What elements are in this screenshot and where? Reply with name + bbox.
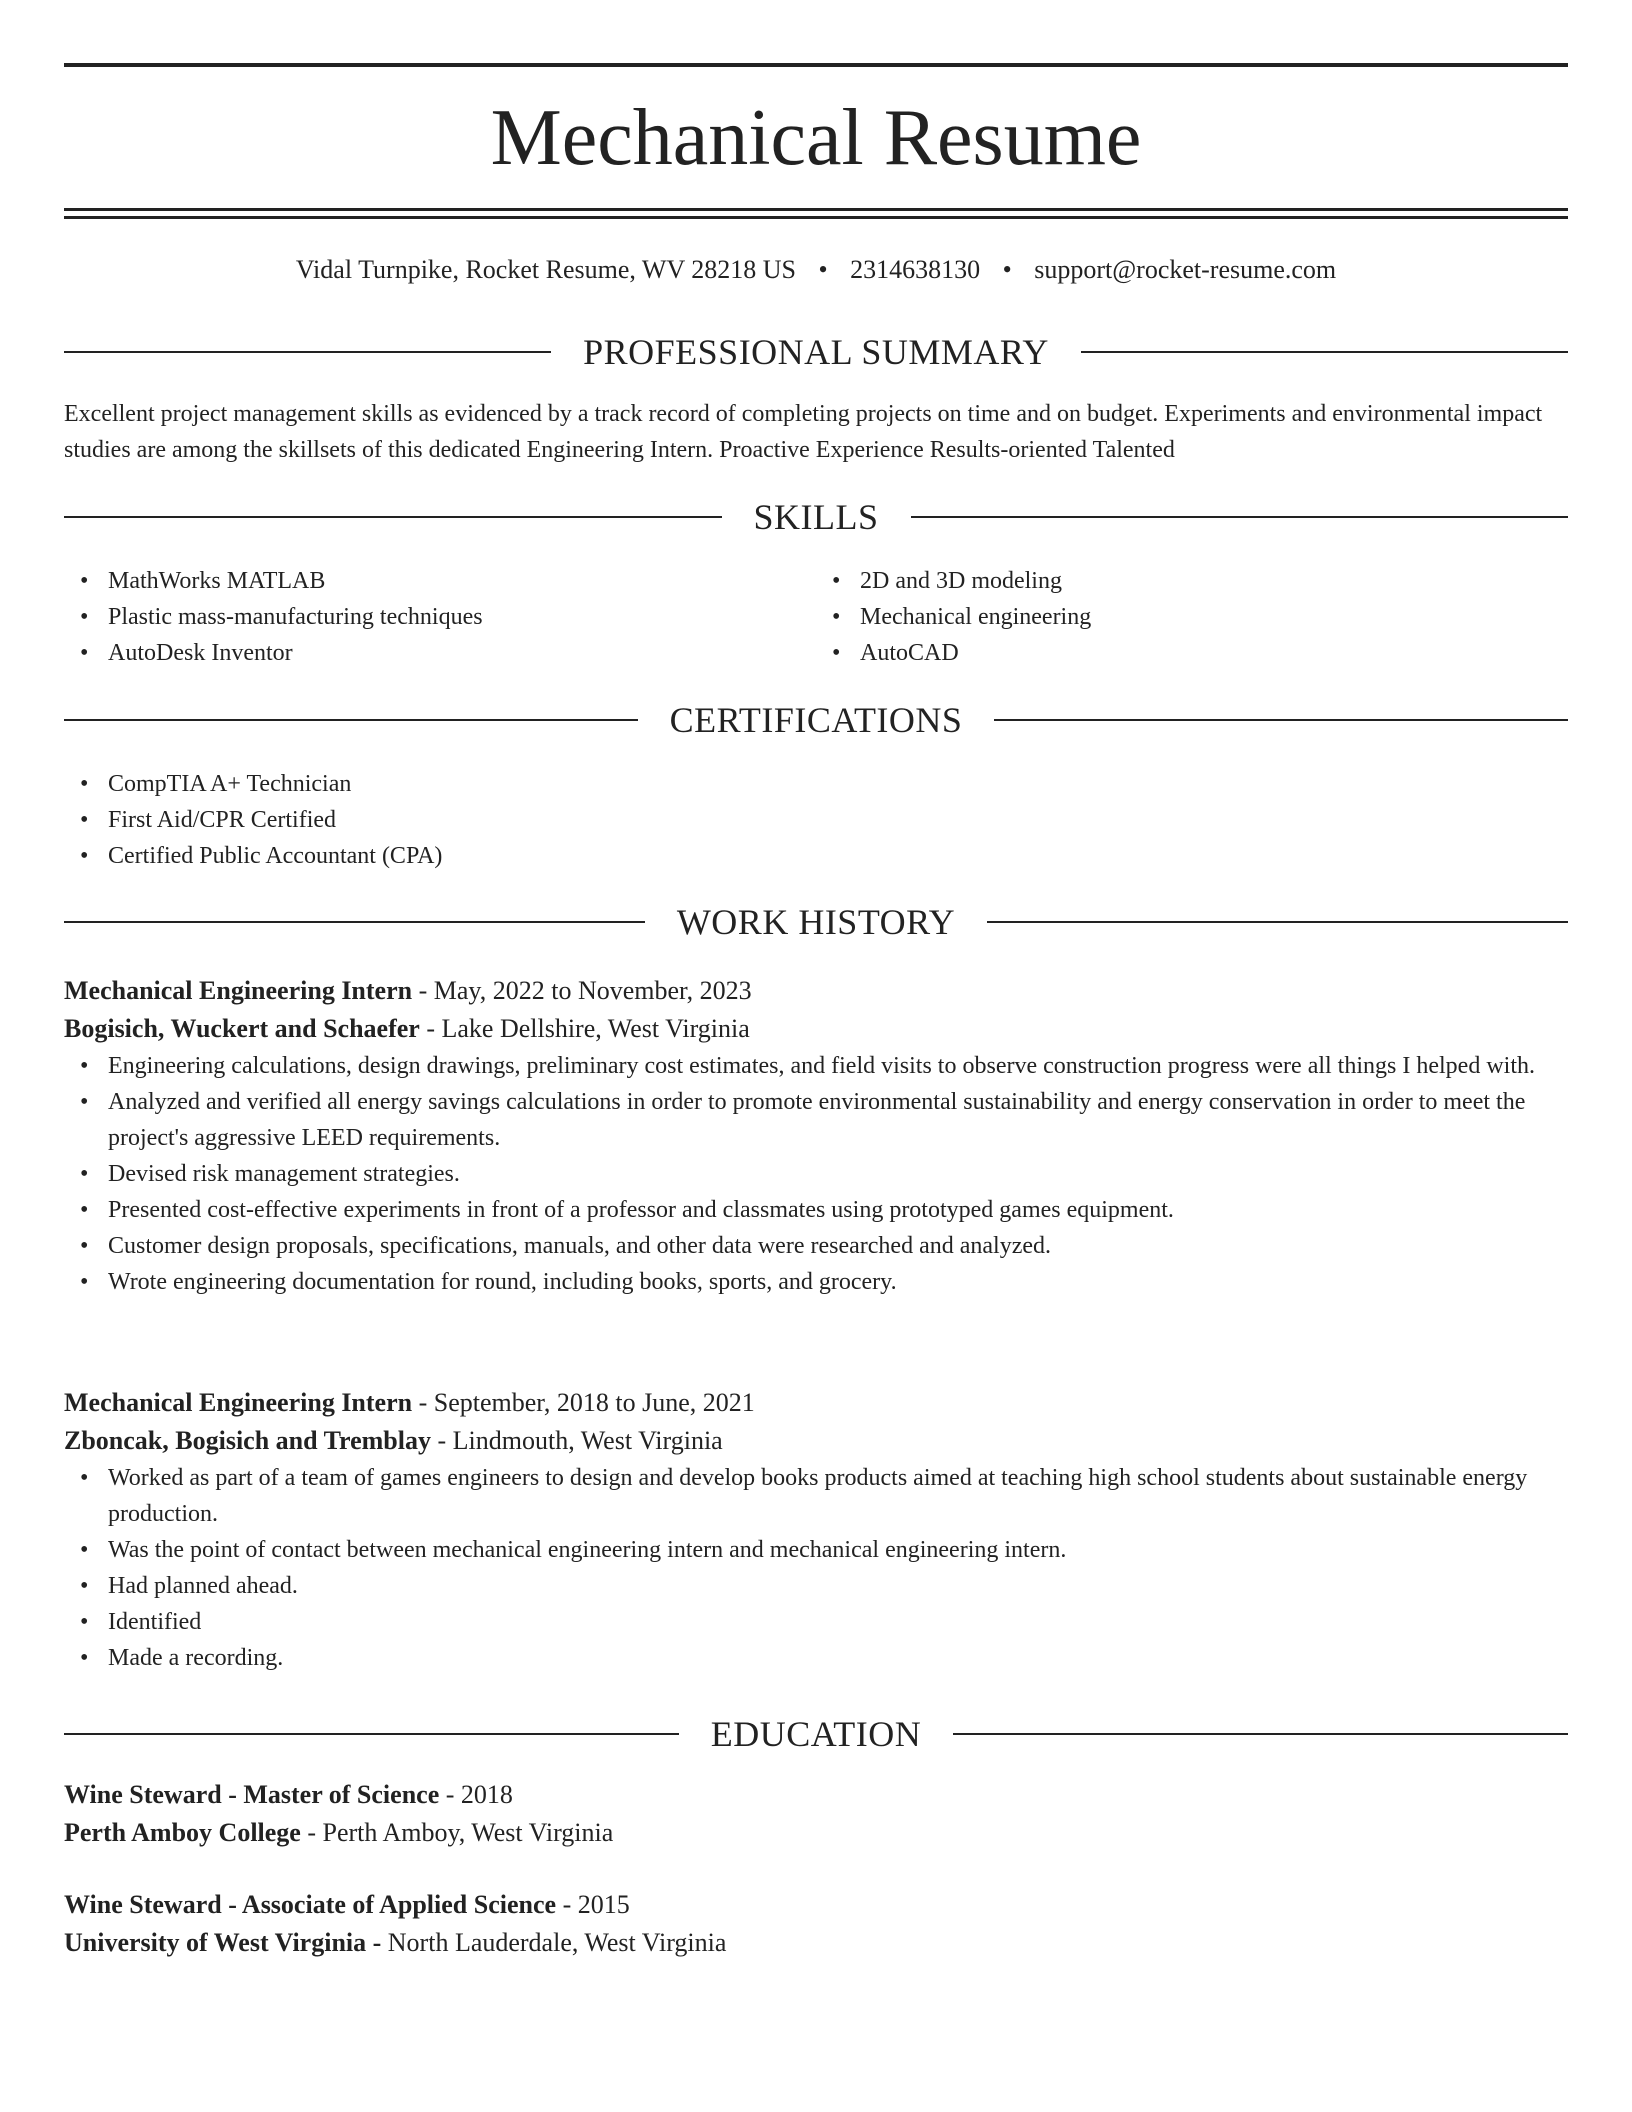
education-school-line: [64, 1814, 1568, 1852]
education-entry: [64, 1886, 1568, 1962]
job-dates: - May, 2022 to November, 2023: [412, 976, 752, 1005]
job-bullet: • Made a recording.: [64, 1640, 1568, 1676]
job-entry: [64, 972, 1568, 1300]
certification-item: • Certified Public Accountant (CPA): [64, 838, 1568, 874]
education-location: North Lauderdale, West Virginia: [381, 1928, 727, 1957]
heading-rule-left: [64, 921, 645, 923]
job-bullets: [64, 1460, 1568, 1676]
heading-rule-right: [994, 719, 1568, 721]
summary-heading: [64, 330, 1568, 374]
education-entry: [64, 1776, 1568, 1852]
job-bullet: • Was the point of contact between mechanical engineering intern and mechanical engineering intern.: [64, 1532, 1568, 1568]
job-bullet: • Presented cost-effective experiments in front of a professor and classmates using prototyped games equipment.: [64, 1192, 1568, 1228]
skills-heading: [64, 495, 1568, 539]
heading-rule-right: [1081, 351, 1568, 353]
job-dates: - September, 2018 to June, 2021: [412, 1388, 755, 1417]
job-title-line: [64, 972, 1568, 1010]
job-company: Bogisich, Wuckert and Schaefer: [64, 1014, 420, 1043]
education-degree-line: [64, 1886, 1568, 1924]
education-year: - 2018: [439, 1780, 513, 1809]
job-location: - Lindmouth, West Virginia: [430, 1426, 723, 1455]
work-heading: [64, 900, 1568, 944]
heading-rule-left: [64, 516, 722, 518]
certifications-heading-label: CERTIFICATIONS: [669, 700, 963, 740]
heading-rule-right: [911, 516, 1569, 518]
job-title-line: [64, 1384, 1568, 1422]
job-bullet: • Analyzed and verified all energy savings calculations in order to promote environmental sustainability and energy conservation in order to meet the project's aggressive LEED requirements.: [64, 1084, 1568, 1156]
education-degree: Wine Steward - Master of Science: [64, 1780, 440, 1809]
skills-heading-label: SKILLS: [753, 497, 879, 537]
education-school: University of West Virginia -: [64, 1928, 382, 1957]
heading-rule-left: [64, 351, 551, 353]
education-degree-line: [64, 1776, 1568, 1814]
skill-item: • Mechanical engineering: [816, 599, 1568, 635]
job-title: Mechanical Engineering Intern: [64, 976, 413, 1005]
contact-address: Vidal Turnpike, Rocket Resume, WV 28218 US: [295, 255, 796, 284]
job-bullet: • Worked as part of a team of games engineers to design and develop books products aimed at teaching high school students about sustainable energy production.: [64, 1460, 1568, 1532]
contact-email: support@rocket-resume.com: [1034, 255, 1337, 284]
job-company-line: [64, 1010, 1568, 1048]
skill-item: • AutoDesk Inventor: [64, 635, 816, 671]
job-bullet: • Customer design proposals, specifications, manuals, and other data were researched and analyzed.: [64, 1228, 1568, 1264]
job-bullet: • Had planned ahead.: [64, 1568, 1568, 1604]
job-company-line: [64, 1422, 1568, 1460]
job-bullet: • Wrote engineering documentation for round, including books, sports, and grocery.: [64, 1264, 1568, 1300]
top-rule: [64, 63, 1568, 67]
contact-separator: •: [818, 255, 828, 284]
education-heading-label: EDUCATION: [710, 1714, 922, 1754]
education-heading: [64, 1712, 1568, 1756]
education-year: - 2015: [556, 1890, 630, 1919]
job-bullet: • Identified: [64, 1604, 1568, 1640]
title-rule-upper: [64, 208, 1568, 211]
job-bullets: [64, 1048, 1568, 1300]
education-degree: Wine Steward - Associate of Applied Science: [64, 1890, 557, 1919]
contact-phone: 2314638130: [850, 255, 981, 284]
education-school-line: [64, 1924, 1568, 1962]
education-location: - Perth Amboy, West Virginia: [300, 1818, 614, 1847]
work-heading-label: WORK HISTORY: [676, 902, 956, 942]
skills-columns: [64, 563, 1568, 671]
certification-item: • CompTIA A+ Technician: [64, 766, 1568, 802]
skill-item: • Plastic mass-manufacturing techniques: [64, 599, 816, 635]
skill-item: • AutoCAD: [816, 635, 1568, 671]
skill-item: • 2D and 3D modeling: [816, 563, 1568, 599]
certification-item: • First Aid/CPR Certified: [64, 802, 1568, 838]
job-bullet: • Engineering calculations, design drawings, preliminary cost estimates, and field visits to observe construction progress were all things I helped with.: [64, 1048, 1568, 1084]
contact-line: [64, 252, 1568, 288]
skills-column-left: [64, 563, 816, 671]
job-bullet: • Devised risk management strategies.: [64, 1156, 1568, 1192]
page-title: Mechanical Resume: [490, 94, 1142, 182]
heading-rule-left: [64, 1733, 679, 1735]
contact-separator: •: [1002, 255, 1012, 284]
heading-rule-right: [953, 1733, 1568, 1735]
skills-column-right: [816, 563, 1568, 671]
certifications-list: [64, 766, 1568, 874]
job-company: Zboncak, Bogisich and Tremblay: [64, 1426, 431, 1455]
job-entry: [64, 1384, 1568, 1676]
summary-text: Excellent project management skills as evidenced by a track record of completing projects on time and on budget. Experiments and environmental impact studies are among the skillsets of this dedicated Engineering Intern. Proactive Experience Results-oriented Talented: [64, 401, 1543, 463]
summary-heading-label: PROFESSIONAL SUMMARY: [583, 332, 1049, 372]
title-rule-lower: [64, 216, 1568, 219]
heading-rule-right: [987, 921, 1568, 923]
skill-item: • MathWorks MATLAB: [64, 563, 816, 599]
education-school: Perth Amboy College: [64, 1818, 301, 1847]
heading-rule-left: [64, 719, 638, 721]
certifications-heading: [64, 698, 1568, 742]
job-location: - Lake Dellshire, West Virginia: [419, 1014, 750, 1043]
job-title: Mechanical Engineering Intern: [64, 1388, 413, 1417]
